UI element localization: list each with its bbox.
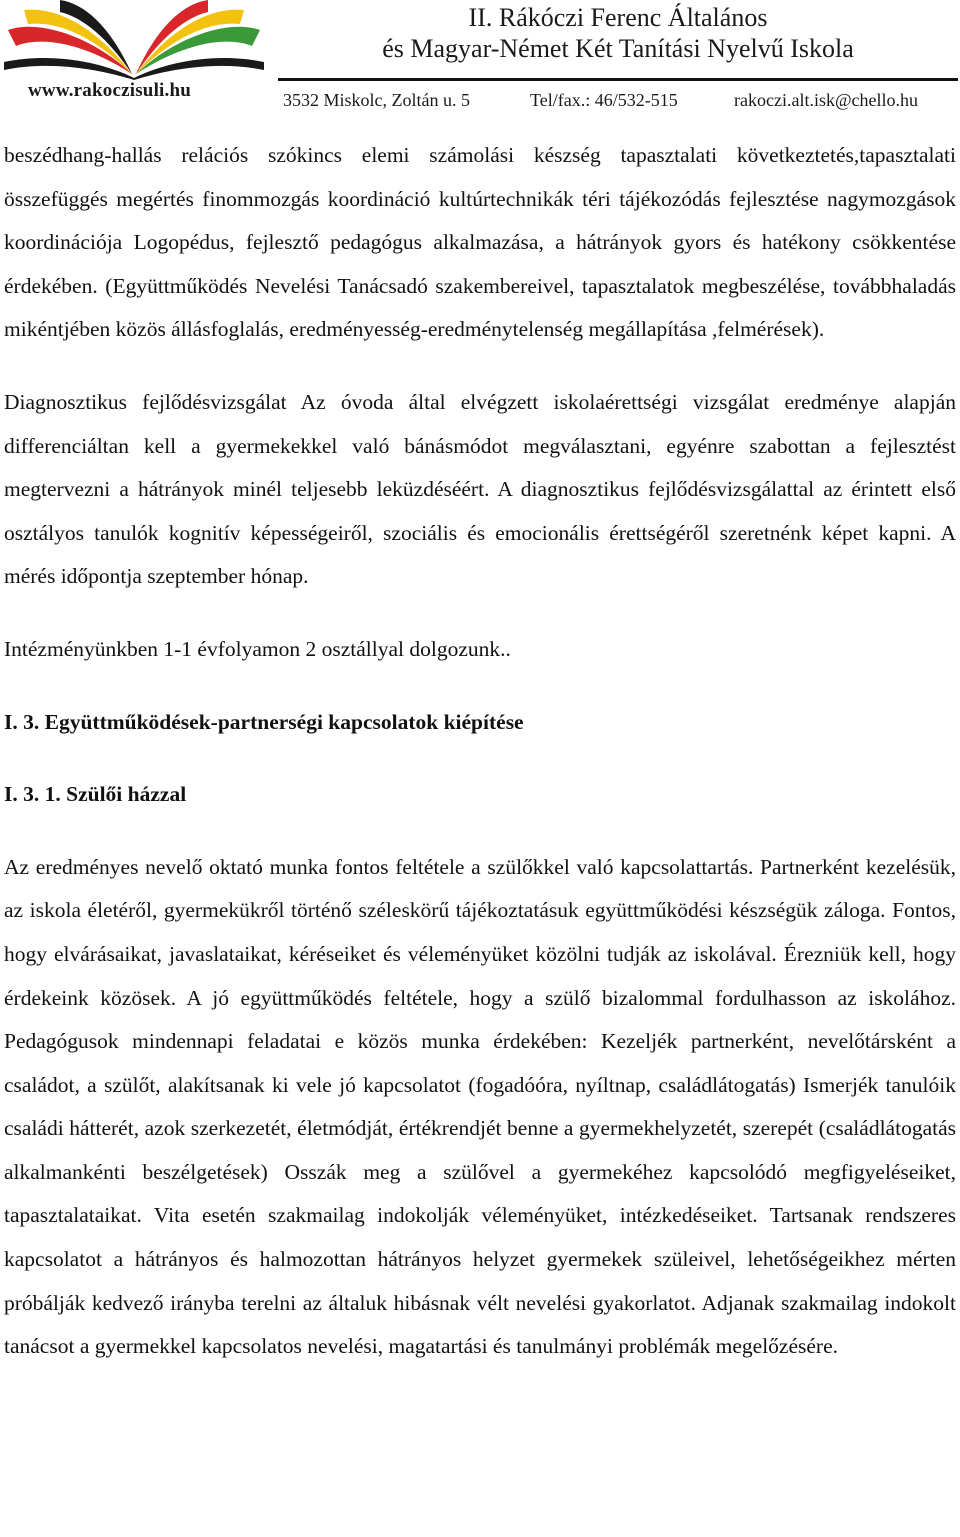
subsection-heading: I. 3. 1. Szülői házzal bbox=[4, 782, 187, 807]
section-heading: I. 3. Együttműködések-partnerségi kapcsolatok kiépítése bbox=[4, 709, 524, 734]
school-name bbox=[278, 2, 958, 64]
paragraph-development-areas: beszédhang-hallás relációs szókincs elemi számolási készség tapasztalati következtetés,tapasztalati összefüggés megértés finommozgás koordináció kultúrtechnikák téri tájékozódás fejlesztése nagymozgások koordinációja Logopédus, fejlesztő pedagógus alkalmazása, a hátrányok gyors és hatékony csökkentése érdekében. (Együttműködés Nevelési Tanácsadó szakembereivel, tapasztalatok megbeszélése, továbbhaladás mikéntjében közös állásfoglalás, eredményesség-eredménytelenség megállapítása ,felmérések). bbox=[4, 143, 956, 342]
school-logo bbox=[2, 0, 267, 118]
letterhead bbox=[0, 0, 960, 118]
school-name-line1: II. Rákóczi Ferenc Általános bbox=[468, 3, 768, 32]
school-email: rakoczi.alt.isk@chello.hu bbox=[734, 90, 919, 110]
school-phone: Tel/fax.: 46/532-515 bbox=[530, 90, 678, 110]
paragraph-parent-cooperation: Az eredményes nevelő oktató munka fontos feltétele a szülőkkel való kapcsolattartás. Partnerként kezelésük, az iskola életéről, gyermekükről történő széleskörű tájékoztatásuk együttműködési készségük záloga. Fontos, hogy elvárásaikat, javaslataikat, kéréseiket és véleményüket közölni tudják az iskolával. Érezniük kell, hogy érdekeink közösek. A jó együttműködés feltétele, hogy a szülő bizalommal fordulhasson az iskolához. Pedagógusok mindennapi feladatai e közös munka érdekében: Kezeljék partnerként, nevelőtársként a családot, a szülőt, alakítsanak ki vele jó kapcsolatot (fogadóóra, nyíltnap, családlátogatás) Ismerjék tanulóik családi hátterét, azok szerkezetét, életmódját, értékrendjét benne a gyermekhelyzetét, szerepét (családlátogatás alkalmankénti beszélgetések) Osszák meg a szülővel a gyermekéhez kapcsolódó megfigyeléseiket, tapasztalataikat. Vita esetén szakmailag indokolják véleményüket, intézkedéseiket. Tartsanak rendszeres kapcsolatot a hátrányos és halmozottan hátrányos helyzet gyermekek szüleivel, lehetőségeikhez mérten próbálják kedvező irányba terelni az általuk hibásnak vélt nevelési gyakorlatot. Adjanak szakmailag indokolt tanácsot a gyermekkel kapcsolatos nevelési, magatartási és tanulmányi problémák megelőzésére. bbox=[4, 854, 956, 1359]
school-website: www.rakoczisuli.hu bbox=[28, 80, 192, 101]
header-divider bbox=[278, 78, 958, 81]
school-address: 3532 Miskolc, Zoltán u. 5 bbox=[283, 90, 470, 110]
open-book-icon bbox=[2, 0, 267, 80]
school-name-line2: és Magyar-Német Két Tanítási Nyelvű Iskola bbox=[382, 34, 854, 63]
document-body bbox=[4, 134, 956, 1369]
paragraph-class-count: Intézményünkben 1-1 évfolyamon 2 osztállyal dolgozunk.. bbox=[4, 636, 511, 661]
paragraph-diagnostic-assessment: Diagnosztikus fejlődésvizsgálat Az óvoda által elvégzett iskolaérettségi vizsgálat eredménye alapján differenciáltan kell a gyermekekkel való bánásmódot megválasztani, egyénre szabottan a fejlesztést megtervezni a hátrányok minél teljesebb leküzdéséért. A diagnosztikus fejlődésvizsgálattal az érintett első osztályos tanulók kognitív képességeiről, szociális és emocionális érettségéről szeretnénk képet kapni. A mérés időpontja szeptember hónap. bbox=[4, 389, 956, 589]
